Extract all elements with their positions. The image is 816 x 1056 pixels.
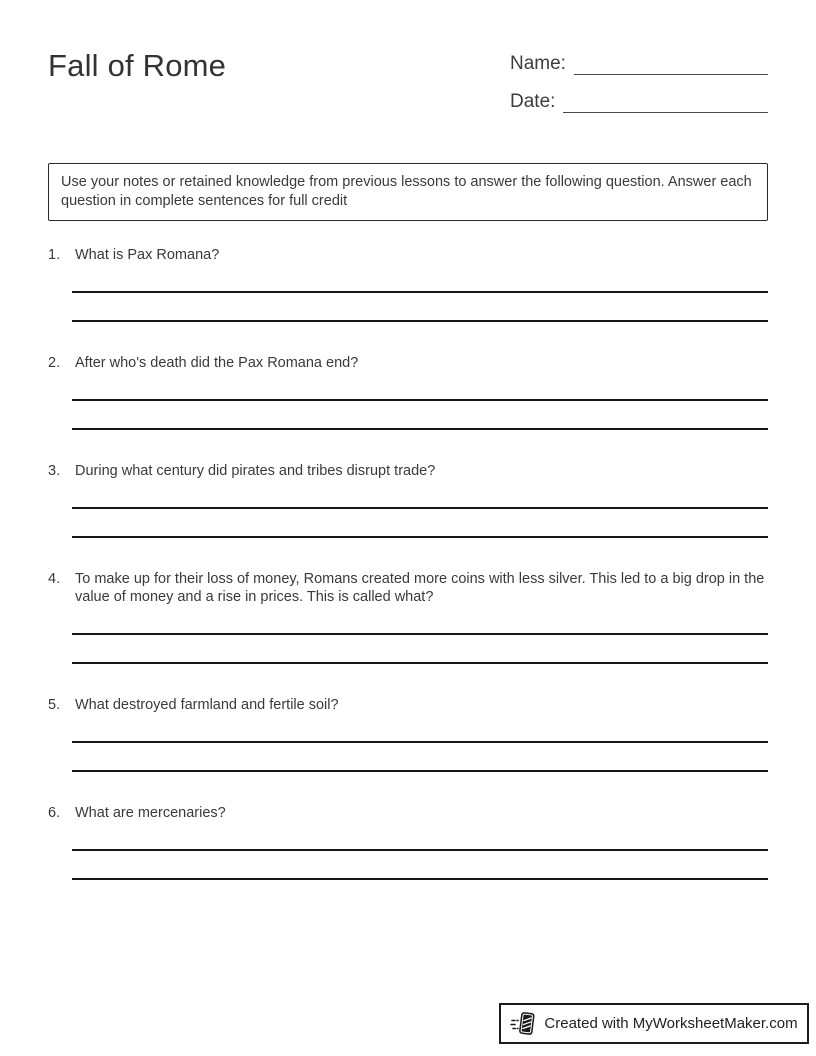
answer-line [72,480,768,509]
answer-line [72,851,768,880]
question-number: 1. [48,247,61,263]
date-row [510,88,768,113]
answer-line [72,635,768,664]
question-number: 2. [48,355,61,371]
answer-line [72,714,768,743]
credit-badge [499,1003,809,1044]
answer-line [72,372,768,401]
instructions-box [48,163,768,221]
answer-line [72,509,768,538]
question-text-row [48,246,768,264]
question-2 [48,354,768,430]
page-title: Fall of Rome [48,48,227,83]
date-fill-line [563,90,768,113]
question-text-row [48,462,768,480]
name-row [510,50,768,75]
question-text: What destroyed farmland and fertile soil? [75,697,339,713]
question-5 [48,696,768,772]
question-text: What are mercenaries? [75,805,226,821]
answer-line [72,743,768,772]
question-6 [48,804,768,880]
question-text: During what century did pirates and tribes disrupt trade? [75,463,436,479]
question-list [48,246,768,912]
question-text: To make up for their loss of money, Romans created more coins with less silver. This led to a big drop in the value of money and a rise in prices. This is called what? [75,571,765,605]
question-text-row [48,354,768,372]
instructions-text: Use your notes or retained knowledge from previous lessons to answer the following question. Answer each question in complete sentences for full credit [61,174,752,209]
answer-line [72,401,768,430]
name-label: Name: [510,53,566,74]
answer-line [72,606,768,635]
question-number: 5. [48,697,61,713]
question-text: After who's death did the Pax Romana end? [75,355,359,371]
credit-text: Created with MyWorksheetMaker.com [544,1015,798,1032]
question-1 [48,246,768,322]
question-text-row [48,696,768,714]
answer-line [72,264,768,293]
question-text: What is Pax Romana? [75,247,220,263]
answer-line [72,293,768,322]
name-date-block [510,50,768,126]
answer-line [72,822,768,851]
question-text-row [48,570,768,606]
question-number: 4. [48,571,61,587]
flying-worksheet-icon [510,1010,536,1038]
name-fill-line [574,52,768,75]
date-label: Date: [510,91,556,112]
question-text-row [48,804,768,822]
question-number: 3. [48,463,61,479]
question-3 [48,462,768,538]
question-4 [48,570,768,664]
question-number: 6. [48,805,61,821]
